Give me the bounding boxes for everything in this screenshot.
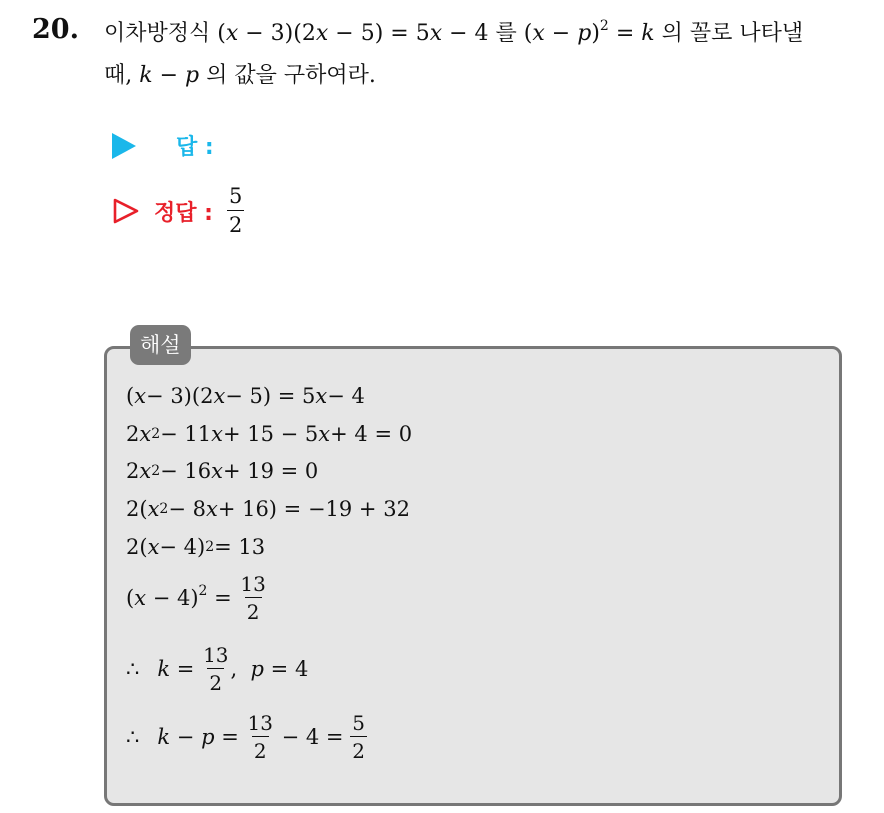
solution-line-6: $(x - 4)^2$ = $\frac{13}{2}$ — [126, 572, 266, 624]
solution-tab: 해설 — [130, 325, 191, 365]
question-text-line1: 이차방정식 (x − 3)(2x − 5) = 5x − 4 를 $(x - p)^2 = k$ 의 꼴로 나타낼 — [104, 18, 804, 46]
solution-line-4: 2( x 2 − 8 x + 16) = −19 + 32 — [126, 497, 410, 521]
outline-arrow-icon — [112, 197, 140, 225]
solution-line-8: ∴ k − p = $\frac{13}{2}$ − 4 = $\frac{5}{2}$ — [126, 711, 365, 763]
fraction-13-over-2: $\frac{13}{2}$ — [247, 711, 273, 763]
fraction-5-over-2: $\frac{5}{2}$ — [352, 711, 365, 763]
solution-line-1: ( x − 3)(2 x − 5) = 5 x − 4 — [126, 384, 365, 408]
correct-answer-denominator: 2 — [227, 210, 244, 236]
question-number: 20. — [32, 14, 79, 45]
solution-line-7: ∴ k = $\frac{13}{2}$ , p = 4 — [126, 643, 309, 695]
answer-row — [112, 130, 214, 161]
fraction-13-over-2: $\frac{13}{2}$ — [203, 643, 229, 695]
solution-line-2: 2 x 2 − 11 x + 15 − 5 x + 4 = 0 — [126, 422, 413, 446]
solution-line-5: 2( x − 4) 2 = 13 — [126, 535, 266, 559]
correct-answer-label: 정답 : — [154, 200, 213, 226]
correct-answer-row — [112, 186, 244, 236]
play-arrow-icon — [112, 133, 136, 159]
question-text-line2: 때, k − p 의 값을 구하여라. — [104, 63, 376, 88]
correct-answer-value — [227, 186, 244, 236]
solution-line-3: 2 x 2 − 16 x + 19 = 0 — [126, 459, 319, 483]
correct-answer-numerator: 5 — [228, 184, 243, 208]
answer-label: 답 : — [176, 135, 214, 160]
fraction-13-over-2: $\frac{13}{2}$ — [240, 572, 266, 624]
